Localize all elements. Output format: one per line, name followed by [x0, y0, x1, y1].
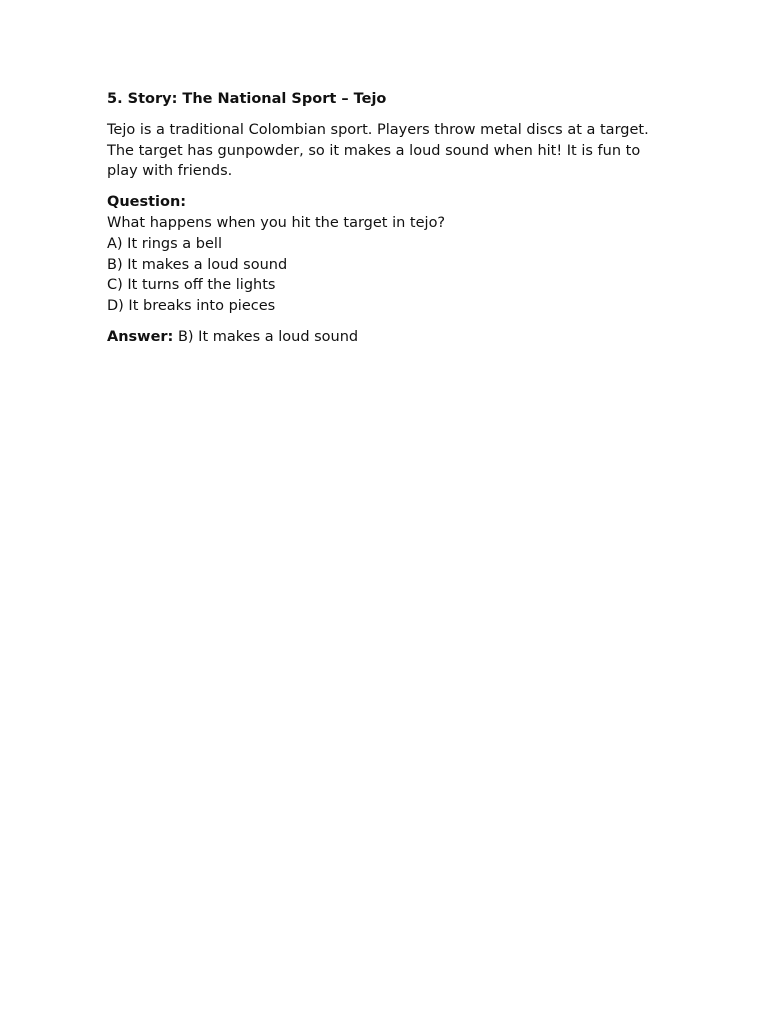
- option-a: A) It rings a bell: [107, 235, 222, 252]
- answer-line: [107, 327, 667, 348]
- question-block: [107, 192, 667, 317]
- option-b: B) It makes a loud sound: [107, 256, 288, 273]
- option-d: D) It breaks into pieces: [107, 298, 276, 315]
- question-label: Question:: [107, 194, 187, 211]
- story-paragraph: Tejo is a traditional Colombian sport. Players throw metal discs at a target. The target has gunpowder, so it makes a loud sound when hit! It is fun to play with friends.: [107, 121, 649, 180]
- question-text: What happens when you hit the target in tejo?: [107, 214, 446, 231]
- document-page: [107, 89, 667, 348]
- option-c: C) It turns off the lights: [107, 277, 276, 294]
- answer-text: B) It makes a loud sound: [177, 328, 359, 345]
- answer-label: Answer:: [107, 328, 174, 345]
- section-heading: 5. Story: The National Sport – Tejo: [107, 91, 387, 107]
